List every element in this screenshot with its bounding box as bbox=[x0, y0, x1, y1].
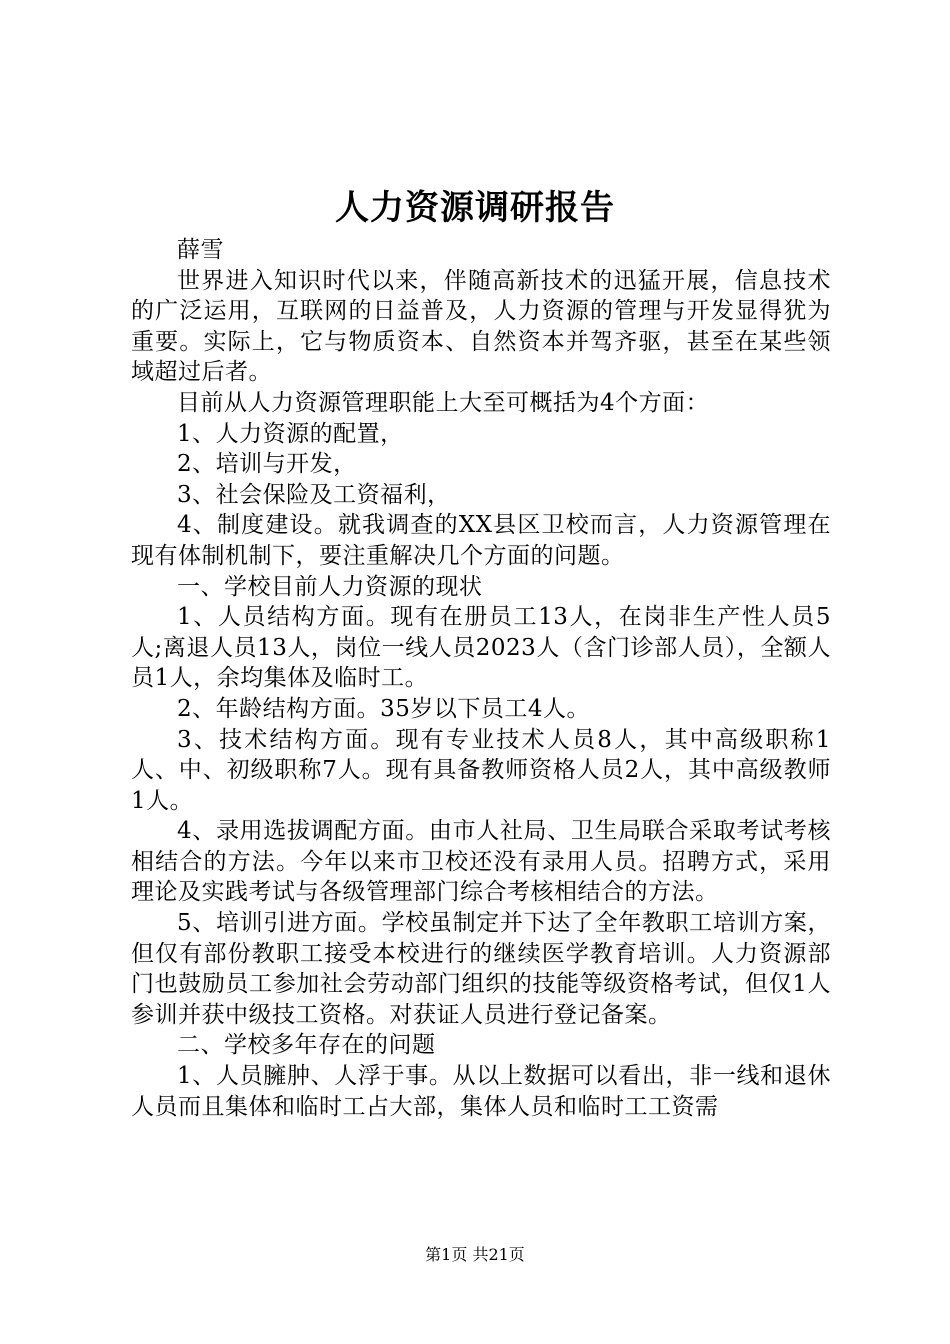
paragraph: 3、社会保险及工资福利， bbox=[177, 481, 451, 508]
section-heading: 一、学校目前人力资源的现状 bbox=[177, 573, 483, 600]
paragraph: 4、制度建设。就我调查的XX县区卫校而言，人力资源管理在现有体制机制下，要注重解决几个方面的问题。 bbox=[131, 512, 831, 569]
page-footer: 第1页 共21页 bbox=[425, 1245, 525, 1264]
paragraph: 目前从人力资源管理职能上大至可概括为4个方面： bbox=[177, 389, 710, 416]
paragraph: 1、人力资源的配置， bbox=[177, 420, 404, 447]
section-heading: 二、学校多年存在的问题 bbox=[177, 1032, 436, 1059]
paragraph: 5、培训引进方面。学校虽制定并下达了全年教职工培训方案，但仅有部份教职工接受本校进行的继续医学教育培训。人力资源部门也鼓励员工参加社会劳动部门组织的技能等级资格考试，但仅1人参训并获中级技工资格。对获证人员进行登记备案。 bbox=[131, 910, 831, 1028]
author-line: 薛雪 bbox=[177, 237, 224, 263]
document-title: 人力资源调研报告 bbox=[335, 188, 615, 228]
paragraph: 1、人员臃肿、人浮于事。从以上数据可以看出，非一线和退休人员而且集体和临时工占大部，集体人员和临时工工资需 bbox=[131, 1063, 831, 1120]
paragraph: 世界进入知识时代以来，伴随高新技术的迅猛开展，信息技术的广泛运用，互联网的日益普及，人力资源的管理与开发显得犹为重要。实际上，它与物质资本、自然资本并驾齐驱，甚至在某些领域超过后者。 bbox=[131, 267, 831, 386]
paragraph: 4、录用选拔调配方面。由市人社局、卫生局联合采取考试考核相结合的方法。今年以来市卫校还没有录用人员。招聘方式，采用理论及实践考试与各级管理部门综合考核相结合的方法。 bbox=[131, 818, 831, 906]
paragraph: 2、培训与开发， bbox=[177, 451, 357, 478]
document-body bbox=[131, 235, 831, 1122]
paragraph: 2、年龄结构方面。35岁以下员工4人。 bbox=[177, 695, 591, 722]
paragraph: 1、人员结构方面。现有在册员工13人，在岗非生产性人员5人;离退人员13人，岗位一线人员2023人（含门诊部人员），全额人员1人，余均集体及临时工。 bbox=[131, 604, 831, 692]
paragraph: 3、技术结构方面。现有专业技术人员8人，其中高级职称1人、中、初级职称7人。现有具备教师资格人员2人，其中高级教师1人。 bbox=[131, 726, 831, 814]
